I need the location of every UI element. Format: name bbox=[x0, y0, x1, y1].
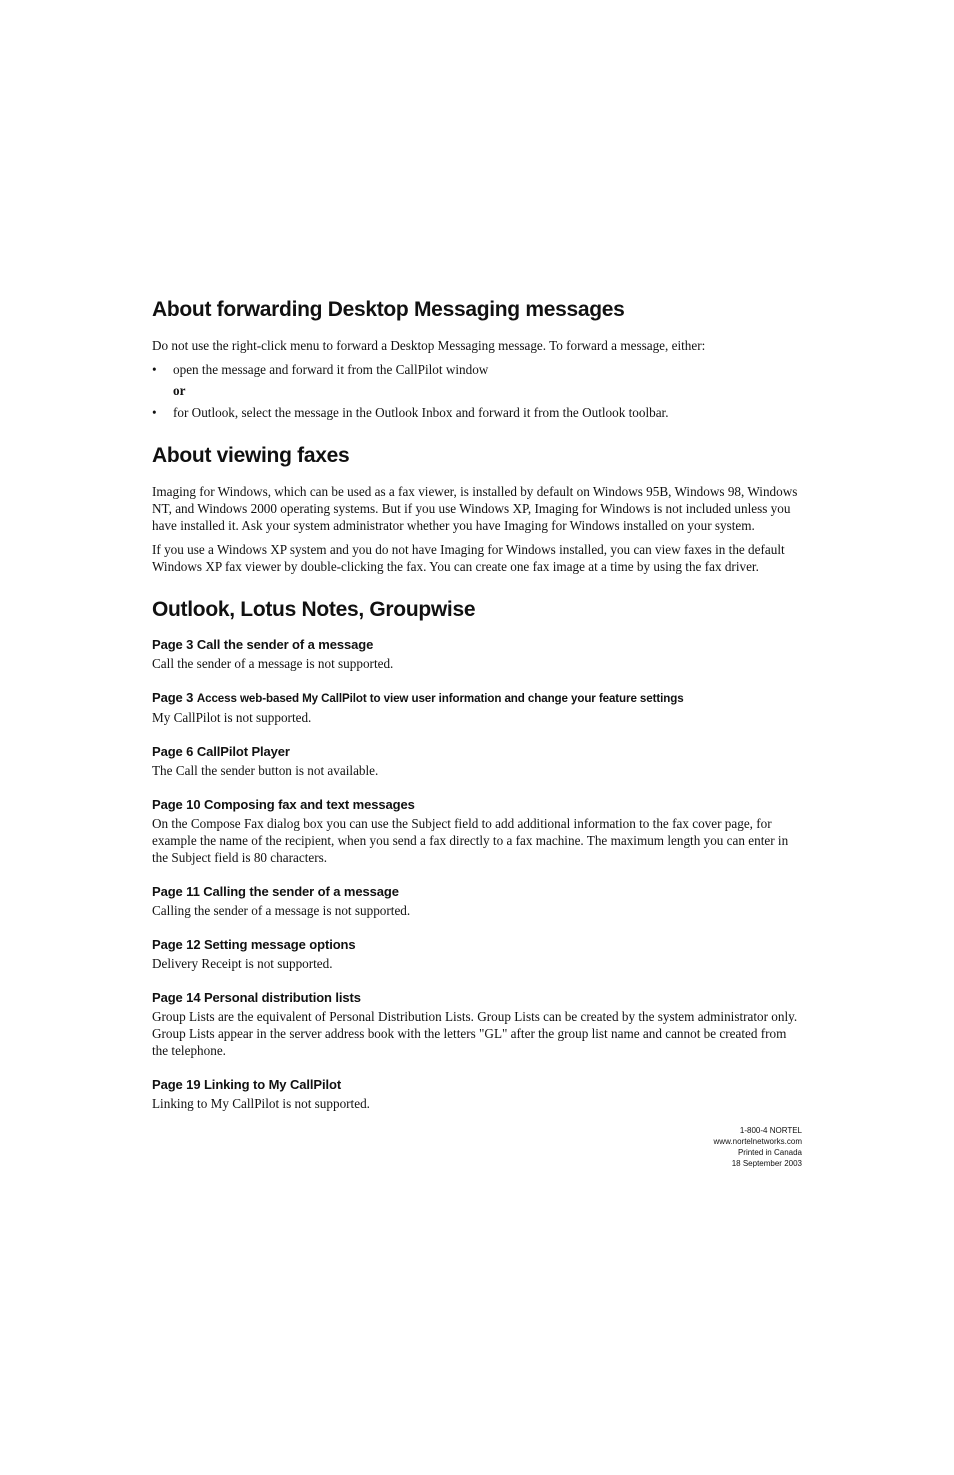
subsection-title: Calling the sender of a message bbox=[203, 884, 399, 899]
subsection-heading bbox=[152, 689, 802, 707]
page-ref: Page 11 bbox=[152, 884, 200, 899]
faxes-paragraph: If you use a Windows XP system and you do not have Imaging for Windows installed, you can view faxes in the default Windows XP fax viewer by double-clicking the fax. You can create one fax image at a time by using the fax driver. bbox=[152, 542, 785, 574]
subsection-title: CallPilot Player bbox=[196, 744, 290, 759]
faxes-paragraph: Imaging for Windows, which can be used as a fax viewer, is installed by default on Windows 95B, Windows 98, Windows NT, and Windows 2000 operating systems. But if you use Windows XP, Imaging for Windows is not included unless you have installed it. Ask your system administrator whether you have Imaging for Windows installed on your system. bbox=[152, 484, 798, 533]
section-outlook bbox=[152, 597, 802, 1112]
subsection-title: Setting message options bbox=[203, 937, 356, 952]
list-item-text: for Outlook, select the message in the Outlook Inbox and forward it from the Outlook toolbar. bbox=[173, 405, 669, 420]
subsection-body: Group Lists are the equivalent of Personal Distribution Lists. Group Lists can be created by the system administrator only. Group Lists appear in the server address book with the letters "GL" after the group list name and cannot be created from the telephone. bbox=[152, 1009, 798, 1058]
page-ref: Page 3 bbox=[152, 690, 194, 705]
subsection bbox=[152, 936, 802, 972]
page-ref: Page 3 bbox=[152, 637, 194, 652]
subsection bbox=[152, 636, 802, 672]
section-heading-forwarding: About forwarding Desktop Messaging messages bbox=[152, 298, 625, 321]
page-ref: Page 10 bbox=[152, 797, 201, 812]
subsection-body: Call the sender of a message is not supported. bbox=[152, 656, 394, 671]
list-item bbox=[152, 361, 802, 378]
subsection-title: Call the sender of a message bbox=[196, 637, 374, 652]
subsection bbox=[152, 796, 802, 866]
subsection-title: Access web-based My CallPilot to view user information and change your feature settings bbox=[196, 692, 684, 705]
subsection-heading bbox=[152, 883, 802, 900]
subsection-heading bbox=[152, 743, 802, 760]
subsection bbox=[152, 743, 802, 779]
footer-contact-block bbox=[650, 1125, 802, 1169]
document-page bbox=[152, 297, 802, 1119]
section-heading-outlook: Outlook, Lotus Notes, Groupwise bbox=[152, 598, 476, 621]
subsection-title: Composing fax and text messages bbox=[203, 797, 415, 812]
section-faxes bbox=[152, 443, 802, 575]
or-label: or bbox=[173, 383, 186, 398]
subsection-body: Calling the sender of a message is not supported. bbox=[152, 903, 411, 918]
forwarding-intro: Do not use the right-click menu to forward a Desktop Messaging message. To forward a message, either: bbox=[152, 338, 706, 353]
page-ref: Page 6 bbox=[152, 744, 194, 759]
subsection-body: On the Compose Fax dialog box you can use the Subject field to add additional information to the fax cover page, for example the name of the recipient, when you send a fax directly to a fax machine. The maximum length you can enter in the Subject field is 80 characters. bbox=[152, 816, 789, 865]
bullet-icon: • bbox=[152, 362, 157, 377]
subsection-heading bbox=[152, 1076, 802, 1093]
footer-printed: Printed in Canada bbox=[737, 1148, 802, 1157]
subsection bbox=[152, 989, 802, 1059]
bullet-icon: • bbox=[152, 405, 157, 420]
subsection-title: Personal distribution lists bbox=[203, 990, 361, 1005]
list-item-text: open the message and forward it from the CallPilot window bbox=[173, 362, 489, 377]
subsection bbox=[152, 883, 802, 919]
section-heading-faxes: About viewing faxes bbox=[152, 444, 350, 467]
subsection-body: The Call the sender button is not available. bbox=[152, 763, 379, 778]
footer-date: 18 September 2003 bbox=[731, 1159, 802, 1168]
page-ref: Page 12 bbox=[152, 937, 201, 952]
page-ref: Page 19 bbox=[152, 1077, 201, 1092]
footer-phone: 1-800-4 NORTEL bbox=[739, 1126, 802, 1135]
subsection-heading bbox=[152, 636, 802, 653]
list-item bbox=[152, 404, 802, 421]
subsection bbox=[152, 1076, 802, 1112]
subsection-title: Linking to My CallPilot bbox=[203, 1077, 342, 1092]
subsection bbox=[152, 689, 802, 726]
subsection-heading bbox=[152, 936, 802, 953]
subsection-heading bbox=[152, 796, 802, 813]
subsection-body: Delivery Receipt is not supported. bbox=[152, 956, 333, 971]
subsection-body: Linking to My CallPilot is not supported. bbox=[152, 1096, 370, 1111]
footer-website: www.nortelnetworks.com bbox=[713, 1137, 802, 1146]
subsection-body: My CallPilot is not supported. bbox=[152, 710, 312, 725]
page-ref: Page 14 bbox=[152, 990, 201, 1005]
subsection-heading bbox=[152, 989, 802, 1006]
